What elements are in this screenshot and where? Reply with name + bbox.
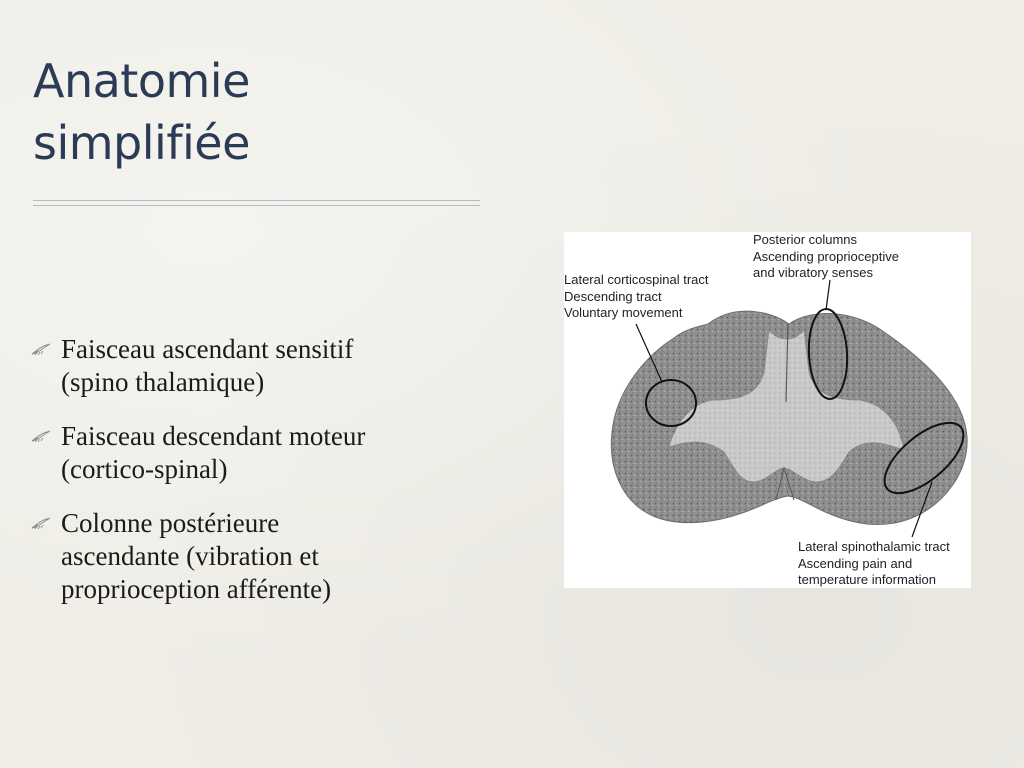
label-line: Lateral spinothalamic tract [798,539,950,554]
label-line: temperature information [798,572,937,587]
bullet-item [30,333,470,399]
bullet-item [30,420,470,486]
quill-icon [30,516,52,530]
spinal-cord-figure [564,232,971,588]
slide-title [33,50,250,174]
quill-icon [30,429,52,443]
bullet-2-line-2: (cortico-spinal) [61,454,228,484]
quill-icon [30,342,52,356]
posterior-columns-label [753,232,899,282]
lateral-spinothalamic-label [798,539,950,589]
bullet-3-line-2: ascendante (vibration et [61,541,319,571]
bullet-item [30,507,470,606]
bullet-1-line-2: (spino thalamique) [61,367,265,397]
lateral-corticospinal-label [564,272,709,322]
bullet-3-line-3: proprioception afférente) [61,574,332,604]
bullet-list [30,333,470,627]
bullet-1-line-1: Faisceau ascendant sensitif [61,334,354,364]
label-line: Descending tract [564,288,662,304]
title-line-2: simplifiée [33,116,250,170]
label-line: Ascending pain and [798,555,913,571]
bullet-2-line-1: Faisceau descendant moteur [61,421,366,451]
label-line: Posterior columns [753,232,858,247]
bullet-3-line-1: Colonne postérieure [61,508,280,538]
label-line: Voluntary movement [564,305,683,320]
label-line: Lateral corticospinal tract [564,272,709,287]
label-line: Ascending proprioceptive [753,248,899,264]
title-divider [33,200,480,206]
label-line: and vibratory senses [753,265,873,280]
title-line-1: Anatomie [33,54,250,108]
